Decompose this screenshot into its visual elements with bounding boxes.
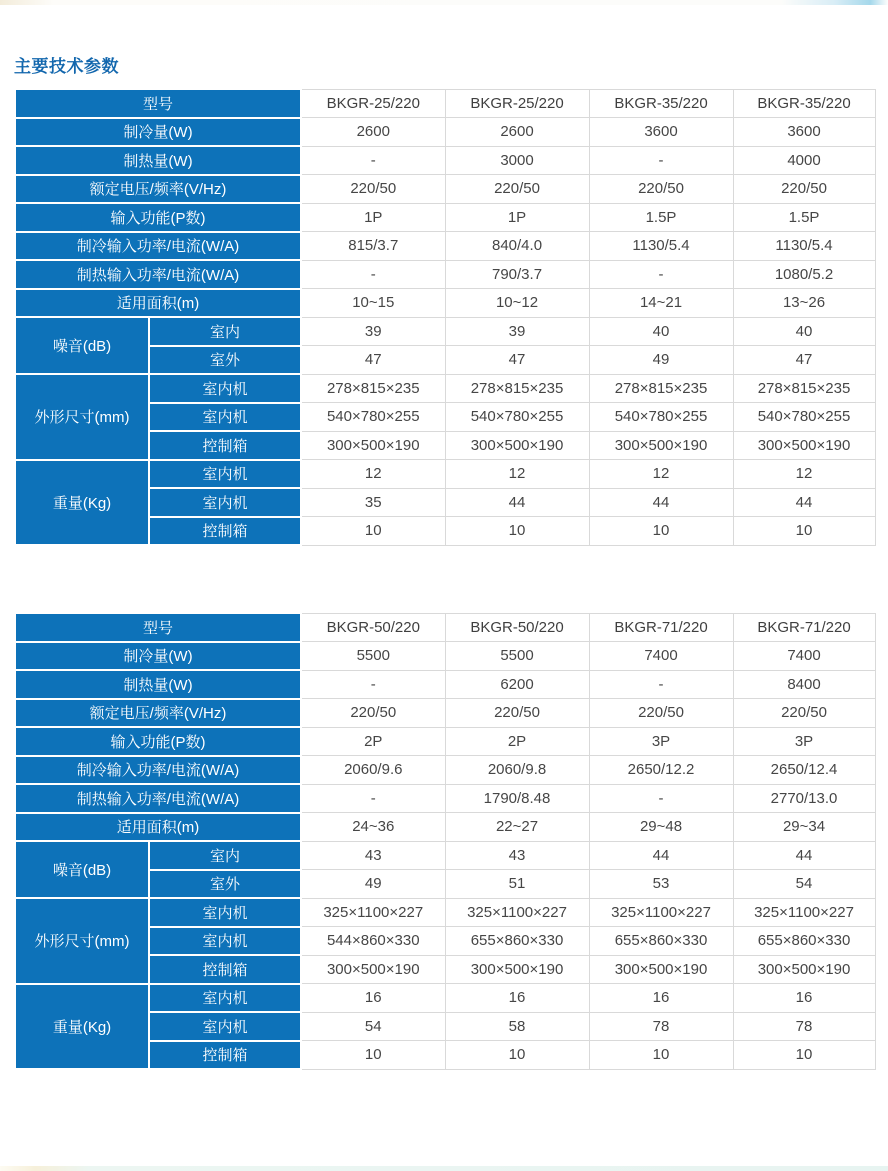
spec-label-cell: 额定电压/频率(V/Hz)	[15, 175, 301, 204]
group-label-cell: 外形尺寸(mm)	[15, 898, 149, 984]
model-label-cell: 型号	[15, 613, 301, 642]
spec-value-cell: 300×500×190	[733, 431, 875, 460]
spec-table-2-container	[14, 612, 876, 1070]
spec-subrow	[15, 374, 875, 403]
bottom-decor-gradient-bar	[0, 1166, 888, 1171]
spec-value-cell: 3P	[589, 727, 733, 756]
spec-label-cell: 制热输入功率/电流(W/A)	[15, 784, 301, 813]
spec-value-cell: 78	[589, 1012, 733, 1041]
sub-label-cell: 室内机	[149, 927, 301, 956]
sub-label-cell: 室内机	[149, 898, 301, 927]
spec-row	[15, 670, 875, 699]
spec-row	[15, 727, 875, 756]
spec-value-cell: 1790/8.48	[445, 784, 589, 813]
spec-row	[15, 784, 875, 813]
spec-value-cell: 10	[301, 517, 445, 546]
spec-label-cell: 制冷输入功率/电流(W/A)	[15, 756, 301, 785]
spec-label-cell: 适用面积(m)	[15, 289, 301, 318]
spec-subrow	[15, 841, 875, 870]
spec-value-cell: 540×780×255	[733, 403, 875, 432]
spec-value-cell: 3600	[589, 118, 733, 147]
sub-label-cell: 控制箱	[149, 431, 301, 460]
spec-value-cell: 300×500×190	[301, 431, 445, 460]
spec-value-cell: 12	[445, 460, 589, 489]
model-label-cell: 型号	[15, 89, 301, 118]
model-name-cell: BKGR-25/220	[445, 89, 589, 118]
spec-value-cell: -	[589, 784, 733, 813]
spec-row	[15, 175, 875, 204]
spec-value-cell: 47	[733, 346, 875, 375]
spec-value-cell: 1080/5.2	[733, 260, 875, 289]
spec-value-cell: 5500	[301, 642, 445, 671]
spec-value-cell: -	[301, 260, 445, 289]
spec-value-cell: 2650/12.4	[733, 756, 875, 785]
spec-value-cell: 2P	[445, 727, 589, 756]
spec-value-cell: 49	[589, 346, 733, 375]
spec-value-cell: 300×500×190	[733, 955, 875, 984]
spec-label-cell: 适用面积(m)	[15, 813, 301, 842]
spec-subrow	[15, 984, 875, 1013]
spec-value-cell: 220/50	[733, 699, 875, 728]
spec-value-cell: 10	[733, 1041, 875, 1070]
spec-value-cell: 16	[445, 984, 589, 1013]
spec-value-cell: 2060/9.6	[301, 756, 445, 785]
spec-subrow	[15, 898, 875, 927]
spec-value-cell: 278×815×235	[301, 374, 445, 403]
spec-value-cell: 300×500×190	[445, 431, 589, 460]
spec-value-cell: 29~34	[733, 813, 875, 842]
spec-value-cell: 10	[589, 1041, 733, 1070]
spec-value-cell: 1130/5.4	[589, 232, 733, 261]
sub-label-cell: 室外	[149, 870, 301, 899]
spec-value-cell: 325×1100×227	[589, 898, 733, 927]
spec-table-1	[14, 88, 876, 546]
spec-label-cell: 输入功能(P数)	[15, 727, 301, 756]
spec-value-cell: 58	[445, 1012, 589, 1041]
sub-label-cell: 室内机	[149, 460, 301, 489]
spec-value-cell: 14~21	[589, 289, 733, 318]
spec-value-cell: 12	[301, 460, 445, 489]
spec-value-cell: 790/3.7	[445, 260, 589, 289]
spec-value-cell: 10	[445, 1041, 589, 1070]
spec-value-cell: 3P	[733, 727, 875, 756]
spec-value-cell: 3000	[445, 146, 589, 175]
spec-value-cell: 815/3.7	[301, 232, 445, 261]
spec-row	[15, 146, 875, 175]
spec-value-cell: 655×860×330	[445, 927, 589, 956]
model-name-cell: BKGR-25/220	[301, 89, 445, 118]
model-name-cell: BKGR-35/220	[589, 89, 733, 118]
sub-label-cell: 控制箱	[149, 1041, 301, 1070]
group-label-cell: 噪音(dB)	[15, 841, 149, 898]
spec-value-cell: 13~26	[733, 289, 875, 318]
spec-value-cell: 29~48	[589, 813, 733, 842]
sub-label-cell: 室内机	[149, 403, 301, 432]
model-name-cell: BKGR-71/220	[589, 613, 733, 642]
spec-value-cell: 220/50	[445, 175, 589, 204]
sub-label-cell: 室内机	[149, 488, 301, 517]
spec-value-cell: 53	[589, 870, 733, 899]
spec-value-cell: 1P	[301, 203, 445, 232]
spec-label-cell: 制冷量(W)	[15, 642, 301, 671]
spec-row	[15, 232, 875, 261]
spec-label-cell: 额定电压/频率(V/Hz)	[15, 699, 301, 728]
spec-value-cell: 655×860×330	[733, 927, 875, 956]
group-label-cell: 噪音(dB)	[15, 317, 149, 374]
spec-value-cell: 300×500×190	[589, 955, 733, 984]
spec-value-cell: 5500	[445, 642, 589, 671]
spec-value-cell: 44	[733, 488, 875, 517]
spec-value-cell: 220/50	[733, 175, 875, 204]
page-title: 主要技术参数	[14, 57, 119, 76]
spec-row	[15, 642, 875, 671]
spec-row	[15, 260, 875, 289]
spec-value-cell: 54	[733, 870, 875, 899]
spec-value-cell: 10	[301, 1041, 445, 1070]
spec-value-cell: -	[301, 670, 445, 699]
sub-label-cell: 室内机	[149, 1012, 301, 1041]
spec-value-cell: 35	[301, 488, 445, 517]
spec-value-cell: 44	[445, 488, 589, 517]
spec-value-cell: 44	[589, 488, 733, 517]
spec-value-cell: 78	[733, 1012, 875, 1041]
model-name-cell: BKGR-50/220	[445, 613, 589, 642]
spec-value-cell: 544×860×330	[301, 927, 445, 956]
spec-row	[15, 756, 875, 785]
spec-value-cell: 39	[301, 317, 445, 346]
spec-value-cell: -	[589, 146, 733, 175]
top-decor-gradient-bar	[0, 0, 888, 5]
spec-value-cell: 10~12	[445, 289, 589, 318]
spec-value-cell: 325×1100×227	[301, 898, 445, 927]
spec-value-cell: 47	[301, 346, 445, 375]
spec-value-cell: 10	[733, 517, 875, 546]
spec-value-cell: 540×780×255	[589, 403, 733, 432]
spec-value-cell: 220/50	[445, 699, 589, 728]
sub-label-cell: 室内机	[149, 374, 301, 403]
spec-value-cell: 44	[589, 841, 733, 870]
spec-value-cell: -	[301, 146, 445, 175]
spec-value-cell: 1130/5.4	[733, 232, 875, 261]
spec-value-cell: 1P	[445, 203, 589, 232]
spec-value-cell: 2770/13.0	[733, 784, 875, 813]
spec-value-cell: 278×815×235	[445, 374, 589, 403]
spec-value-cell: 12	[589, 460, 733, 489]
spec-value-cell: 540×780×255	[445, 403, 589, 432]
spec-value-cell: 12	[733, 460, 875, 489]
spec-value-cell: 1.5P	[733, 203, 875, 232]
spec-value-cell: 51	[445, 870, 589, 899]
spec-value-cell: 49	[301, 870, 445, 899]
model-name-cell: BKGR-35/220	[733, 89, 875, 118]
spec-value-cell: 43	[301, 841, 445, 870]
model-header-row	[15, 89, 875, 118]
spec-value-cell: 39	[445, 317, 589, 346]
spec-value-cell: -	[589, 670, 733, 699]
spec-value-cell: 2P	[301, 727, 445, 756]
spec-value-cell: 325×1100×227	[445, 898, 589, 927]
spec-label-cell: 制冷量(W)	[15, 118, 301, 147]
spec-row	[15, 699, 875, 728]
spec-value-cell: 3600	[733, 118, 875, 147]
spec-value-cell: 300×500×190	[445, 955, 589, 984]
spec-value-cell: 16	[733, 984, 875, 1013]
sub-label-cell: 室内机	[149, 984, 301, 1013]
spec-label-cell: 制热量(W)	[15, 146, 301, 175]
spec-value-cell: 325×1100×227	[733, 898, 875, 927]
spec-value-cell: 2600	[301, 118, 445, 147]
spec-value-cell: 24~36	[301, 813, 445, 842]
spec-value-cell: 300×500×190	[589, 431, 733, 460]
sub-label-cell: 控制箱	[149, 517, 301, 546]
group-label-cell: 重量(Kg)	[15, 984, 149, 1070]
spec-value-cell: 8400	[733, 670, 875, 699]
spec-value-cell: 7400	[733, 642, 875, 671]
spec-value-cell: 300×500×190	[301, 955, 445, 984]
spec-value-cell: 220/50	[301, 699, 445, 728]
spec-value-cell: 540×780×255	[301, 403, 445, 432]
spec-value-cell: 2060/9.8	[445, 756, 589, 785]
group-label-cell: 外形尺寸(mm)	[15, 374, 149, 460]
spec-subrow	[15, 317, 875, 346]
spec-value-cell: 4000	[733, 146, 875, 175]
spec-label-cell: 输入功能(P数)	[15, 203, 301, 232]
sub-label-cell: 室外	[149, 346, 301, 375]
spec-label-cell: 制冷输入功率/电流(W/A)	[15, 232, 301, 261]
sub-label-cell: 室内	[149, 841, 301, 870]
model-header-row	[15, 613, 875, 642]
spec-value-cell: 278×815×235	[589, 374, 733, 403]
spec-value-cell: 10	[589, 517, 733, 546]
group-label-cell: 重量(Kg)	[15, 460, 149, 546]
spec-value-cell: 278×815×235	[733, 374, 875, 403]
spec-value-cell: 220/50	[589, 175, 733, 204]
spec-value-cell: 16	[589, 984, 733, 1013]
spec-value-cell: -	[301, 784, 445, 813]
spec-value-cell: 22~27	[445, 813, 589, 842]
spec-value-cell: 40	[589, 317, 733, 346]
sub-label-cell: 控制箱	[149, 955, 301, 984]
spec-value-cell: 220/50	[301, 175, 445, 204]
model-name-cell: BKGR-50/220	[301, 613, 445, 642]
spec-label-cell: 制热输入功率/电流(W/A)	[15, 260, 301, 289]
sub-label-cell: 室内	[149, 317, 301, 346]
spec-value-cell: 655×860×330	[589, 927, 733, 956]
spec-value-cell: 7400	[589, 642, 733, 671]
spec-value-cell: 47	[445, 346, 589, 375]
spec-value-cell: 10	[445, 517, 589, 546]
spec-value-cell: 1.5P	[589, 203, 733, 232]
spec-table-1-container	[14, 88, 876, 546]
model-name-cell: BKGR-71/220	[733, 613, 875, 642]
spec-value-cell: 220/50	[589, 699, 733, 728]
spec-value-cell: 40	[733, 317, 875, 346]
spec-subrow	[15, 460, 875, 489]
spec-row	[15, 118, 875, 147]
spec-value-cell: 840/4.0	[445, 232, 589, 261]
spec-value-cell: 6200	[445, 670, 589, 699]
spec-row	[15, 289, 875, 318]
spec-value-cell: -	[589, 260, 733, 289]
spec-row	[15, 203, 875, 232]
spec-row	[15, 813, 875, 842]
spec-value-cell: 2600	[445, 118, 589, 147]
spec-table-2	[14, 612, 876, 1070]
spec-label-cell: 制热量(W)	[15, 670, 301, 699]
spec-value-cell: 44	[733, 841, 875, 870]
spec-value-cell: 16	[301, 984, 445, 1013]
spec-value-cell: 10~15	[301, 289, 445, 318]
spec-value-cell: 54	[301, 1012, 445, 1041]
spec-value-cell: 2650/12.2	[589, 756, 733, 785]
spec-value-cell: 43	[445, 841, 589, 870]
